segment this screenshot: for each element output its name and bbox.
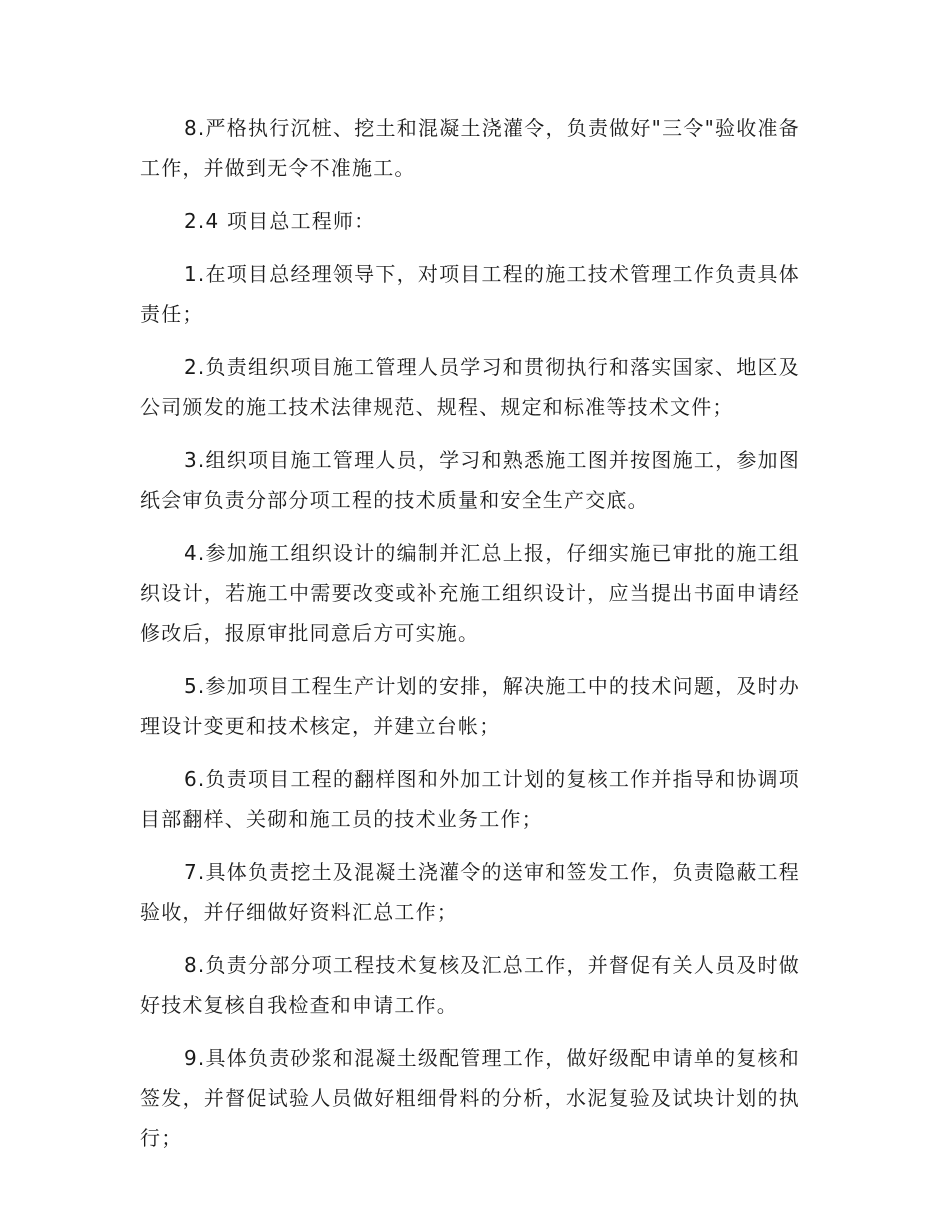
paragraph-item-8-inspection-orders: 8.严格执行沉桩、挖土和混凝土浇灌令，负责做好"三令"验收准备工作，并做到无令不准施工。 <box>140 116 800 180</box>
document-body <box>140 108 800 1171</box>
paragraph-duty-7: 7.具体负责挖土及混凝土浇灌令的送审和签发工作，负责隐蔽工程验收，并仔细做好资料汇总工作； <box>140 860 800 924</box>
paragraph-duty-3: 3.组织项目施工管理人员，学习和熟悉施工图并按图施工，参加图纸会审负责分部分项工程的技术质量和安全生产交底。 <box>140 448 800 512</box>
paragraph-duty-8: 8.负责分部分项工程技术复核及汇总工作，并督促有关人员及时做好技术复核自我检查和申请工作。 <box>140 953 800 1017</box>
paragraph-duty-5: 5.参加项目工程生产计划的安排，解决施工中的技术问题，及时办理设计变更和技术核定，并建立台帐； <box>140 674 800 738</box>
paragraph-duty-1: 1.在项目总经理领导下，对项目工程的施工技术管理工作负责具体责任； <box>140 262 800 326</box>
paragraph-duty-4: 4.参加施工组织设计的编制并汇总上报，仔细实施已审批的施工组织设计，若施工中需要改变或补充施工组织设计，应当提出书面申请经修改后，报原审批同意后方可实施。 <box>140 541 800 645</box>
paragraph-duty-9: 9.具体负责砂浆和混凝土级配管理工作，做好级配申请单的复核和签发，并督促试验人员做好粗细骨料的分析，水泥复验及试块计划的执行； <box>140 1046 800 1150</box>
paragraph-duty-2: 2.负责组织项目施工管理人员学习和贯彻执行和落实国家、地区及公司颁发的施工技术法律规范、规程、规定和标准等技术文件； <box>140 355 800 419</box>
paragraph-duty-6: 6.负责项目工程的翻样图和外加工计划的复核工作并指导和协调项目部翻样、关砌和施工员的技术业务工作； <box>140 767 800 831</box>
section-heading-chief-engineer: 2.4 项目总工程师： <box>184 209 376 233</box>
